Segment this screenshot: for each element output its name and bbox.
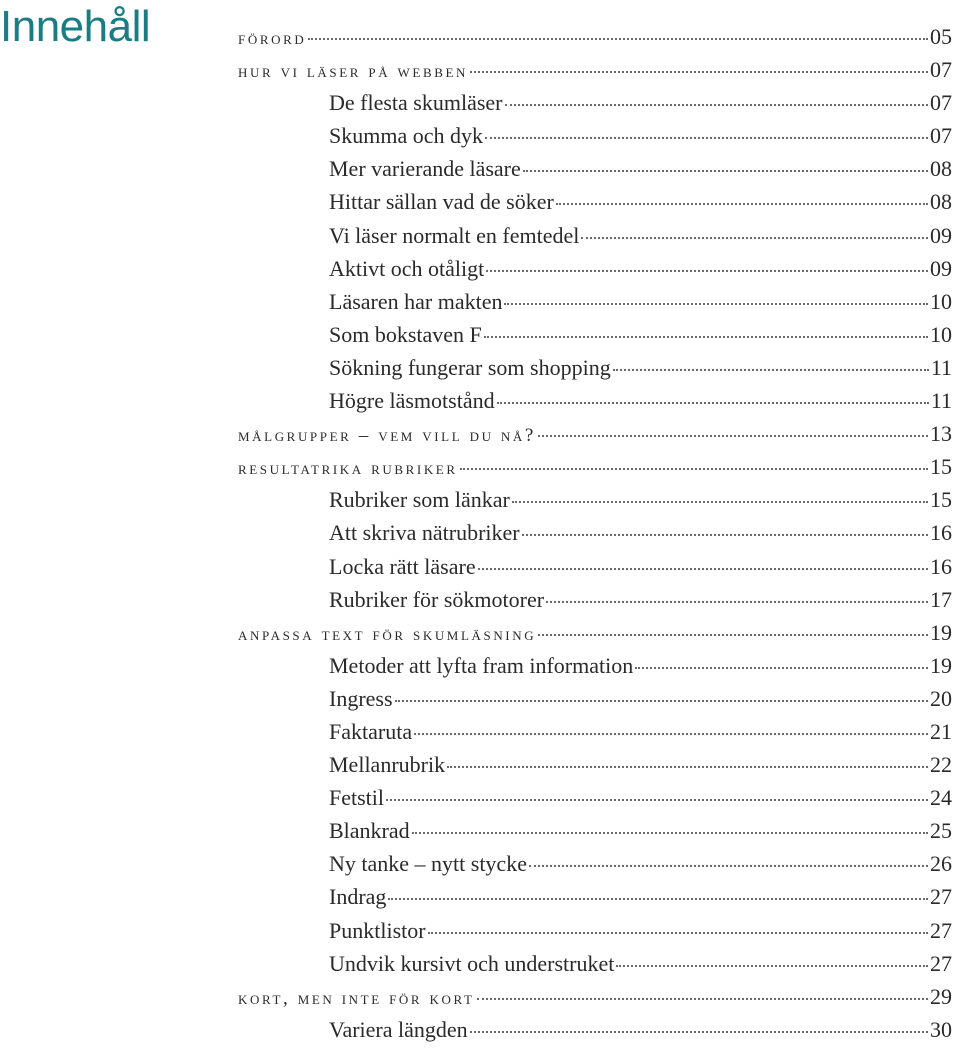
- toc-section-entry[interactable]: [238, 119, 952, 152]
- toc-section-entry[interactable]: [238, 351, 952, 384]
- toc-section-entry[interactable]: [238, 152, 952, 185]
- toc-section-entry[interactable]: [238, 715, 952, 748]
- toc-section-entry[interactable]: [238, 583, 952, 616]
- toc-page-number: 08: [930, 156, 952, 182]
- toc-entry-label: resultatrika rubriker: [238, 458, 458, 480]
- toc-entry-label: Ny tanke – nytt stycke: [329, 851, 527, 877]
- toc-entry-label: Att skriva nätrubriker: [329, 520, 520, 546]
- toc-entry-label: förord: [238, 28, 307, 49]
- toc-page-number: 10: [930, 321, 952, 347]
- toc-entry-label: De flesta skumläser: [329, 90, 503, 116]
- toc-entry-label: Punktlistor: [329, 917, 426, 943]
- dot-leader: [412, 832, 928, 834]
- toc-entry-label: Faktaruta: [329, 718, 413, 744]
- toc-section-entry[interactable]: [238, 384, 952, 417]
- toc-page-number: 27: [930, 884, 952, 910]
- toc-page-number: 16: [930, 520, 952, 546]
- toc-page-number: 10: [930, 288, 952, 314]
- toc-entry-label: Ingress: [329, 685, 393, 711]
- dot-leader: [308, 38, 928, 40]
- toc-entry-label: Metoder att lyfta fram information: [329, 652, 634, 678]
- dot-leader: [529, 865, 928, 867]
- toc-page-number: 25: [930, 818, 952, 844]
- dot-leader: [447, 766, 928, 768]
- dot-leader: [616, 965, 928, 967]
- toc-page-number: 09: [930, 222, 952, 248]
- toc-page-number: 17: [930, 586, 952, 612]
- toc-page-number: 21: [930, 718, 952, 744]
- toc-section-entry[interactable]: [238, 781, 952, 814]
- toc-section-entry[interactable]: [238, 483, 952, 516]
- toc-page-number: 11: [930, 388, 952, 414]
- dot-leader: [546, 601, 928, 603]
- toc-page-number: 19: [930, 652, 952, 678]
- dot-leader: [523, 170, 928, 172]
- toc-section-entry[interactable]: [238, 86, 952, 119]
- toc-section-entry[interactable]: [238, 318, 952, 351]
- toc-page-number: 07: [930, 57, 952, 83]
- toc-entry-label: kort, men inte för kort: [238, 987, 475, 1009]
- toc-entry-label: Fetstil: [329, 785, 385, 811]
- toc-section-entry[interactable]: [238, 880, 952, 913]
- toc-entry-label: Läsaren har makten: [329, 288, 503, 314]
- toc-section-entry[interactable]: [238, 219, 952, 252]
- dot-leader: [470, 1031, 928, 1033]
- toc-entry-label: Högre läsmotstånd: [329, 388, 495, 414]
- dot-leader: [538, 634, 928, 636]
- toc-entry-label: anpassa text för skumläsning: [238, 623, 537, 645]
- toc-section-entry[interactable]: [238, 516, 952, 549]
- toc-entry-label: målgrupper – vem vill du nå?: [238, 425, 536, 447]
- toc-chapter-entry[interactable]: [238, 53, 952, 86]
- dot-leader: [512, 501, 928, 503]
- dot-leader: [477, 998, 928, 1000]
- dot-leader: [470, 71, 928, 73]
- dot-leader: [485, 137, 928, 139]
- toc-section-entry[interactable]: [238, 914, 952, 947]
- table-of-contents: [238, 20, 952, 1046]
- toc-page-number: 13: [930, 421, 952, 447]
- dot-leader: [460, 468, 928, 470]
- toc-page-number: 26: [930, 851, 952, 877]
- dot-leader: [613, 369, 929, 371]
- dot-leader: [486, 270, 928, 272]
- toc-section-entry[interactable]: [238, 550, 952, 583]
- dot-leader: [556, 203, 928, 205]
- toc-entry-label: Variera längden: [329, 1016, 468, 1042]
- toc-section-entry[interactable]: [238, 185, 952, 218]
- toc-page-number: 19: [930, 619, 952, 645]
- dot-leader: [522, 534, 928, 536]
- dot-leader: [386, 799, 928, 801]
- toc-page-number: 07: [930, 123, 952, 149]
- toc-section-entry[interactable]: [238, 649, 952, 682]
- dot-leader: [581, 237, 928, 239]
- toc-page-number: 20: [930, 685, 952, 711]
- dot-leader: [414, 733, 928, 735]
- dot-leader: [497, 402, 929, 404]
- toc-entry-label: Aktivt och otåligt: [329, 255, 485, 281]
- toc-page-number: 27: [930, 917, 952, 943]
- dot-leader: [504, 303, 928, 305]
- toc-section-entry[interactable]: [238, 847, 952, 880]
- toc-entry-label: Mellanrubrik: [329, 752, 446, 778]
- toc-entry-label: Rubriker för sökmotorer: [329, 586, 545, 612]
- toc-entry-label: Indrag: [329, 884, 387, 910]
- toc-section-entry[interactable]: [238, 252, 952, 285]
- toc-entry-label: Sökning fungerar som shopping: [329, 354, 611, 380]
- toc-chapter-entry[interactable]: [238, 980, 952, 1013]
- page-title: Innehåll: [0, 2, 151, 51]
- toc-entry-label: Rubriker som länkar: [329, 487, 510, 513]
- dot-leader: [395, 700, 928, 702]
- toc-page-number: 11: [930, 354, 952, 380]
- toc-page-number: 05: [930, 24, 952, 49]
- toc-entry-label: Hittar sällan vad de söker: [329, 189, 554, 215]
- toc-section-entry[interactable]: [238, 285, 952, 318]
- dot-leader: [538, 435, 928, 437]
- toc-entry-label: Vi läser normalt en femtedel: [329, 222, 580, 248]
- toc-page-number: 24: [930, 785, 952, 811]
- toc-entry-label: Som bokstaven F: [329, 321, 482, 347]
- dot-leader: [505, 104, 929, 106]
- toc-page-number: 09: [930, 255, 952, 281]
- toc-chapter-entry[interactable]: [238, 417, 952, 450]
- toc-section-entry[interactable]: [238, 748, 952, 781]
- toc-chapter-entry[interactable]: [238, 20, 952, 53]
- dot-leader: [635, 667, 928, 669]
- toc-section-entry[interactable]: [238, 1013, 952, 1046]
- toc-entry-label: Skumma och dyk: [329, 123, 483, 149]
- toc-entry-label: hur vi läser på webben: [238, 61, 469, 83]
- toc-section-entry[interactable]: [238, 947, 952, 980]
- toc-entry-label: Undvik kursivt och understruket: [329, 950, 615, 976]
- dot-leader: [388, 898, 928, 900]
- toc-section-entry[interactable]: [238, 814, 952, 847]
- toc-page-number: 15: [930, 487, 952, 513]
- toc-page-number: 30: [930, 1016, 952, 1042]
- toc-page-number: 22: [930, 752, 952, 778]
- toc-section-entry[interactable]: [238, 682, 952, 715]
- toc-page-number: 29: [930, 983, 952, 1009]
- toc-entry-label: Mer varierande läsare: [329, 156, 521, 182]
- dot-leader: [484, 336, 928, 338]
- toc-chapter-entry[interactable]: [238, 616, 952, 649]
- toc-page-number: 15: [930, 454, 952, 480]
- toc-page-number: 27: [930, 950, 952, 976]
- dot-leader: [428, 932, 928, 934]
- toc-page-number: 08: [930, 189, 952, 215]
- dot-leader: [478, 568, 928, 570]
- toc-entry-label: Blankrad: [329, 818, 410, 844]
- toc-entry-label: Locka rätt läsare: [329, 553, 476, 579]
- toc-chapter-entry[interactable]: [238, 450, 952, 483]
- toc-page-number: 16: [930, 553, 952, 579]
- toc-page-number: 07: [930, 90, 952, 116]
